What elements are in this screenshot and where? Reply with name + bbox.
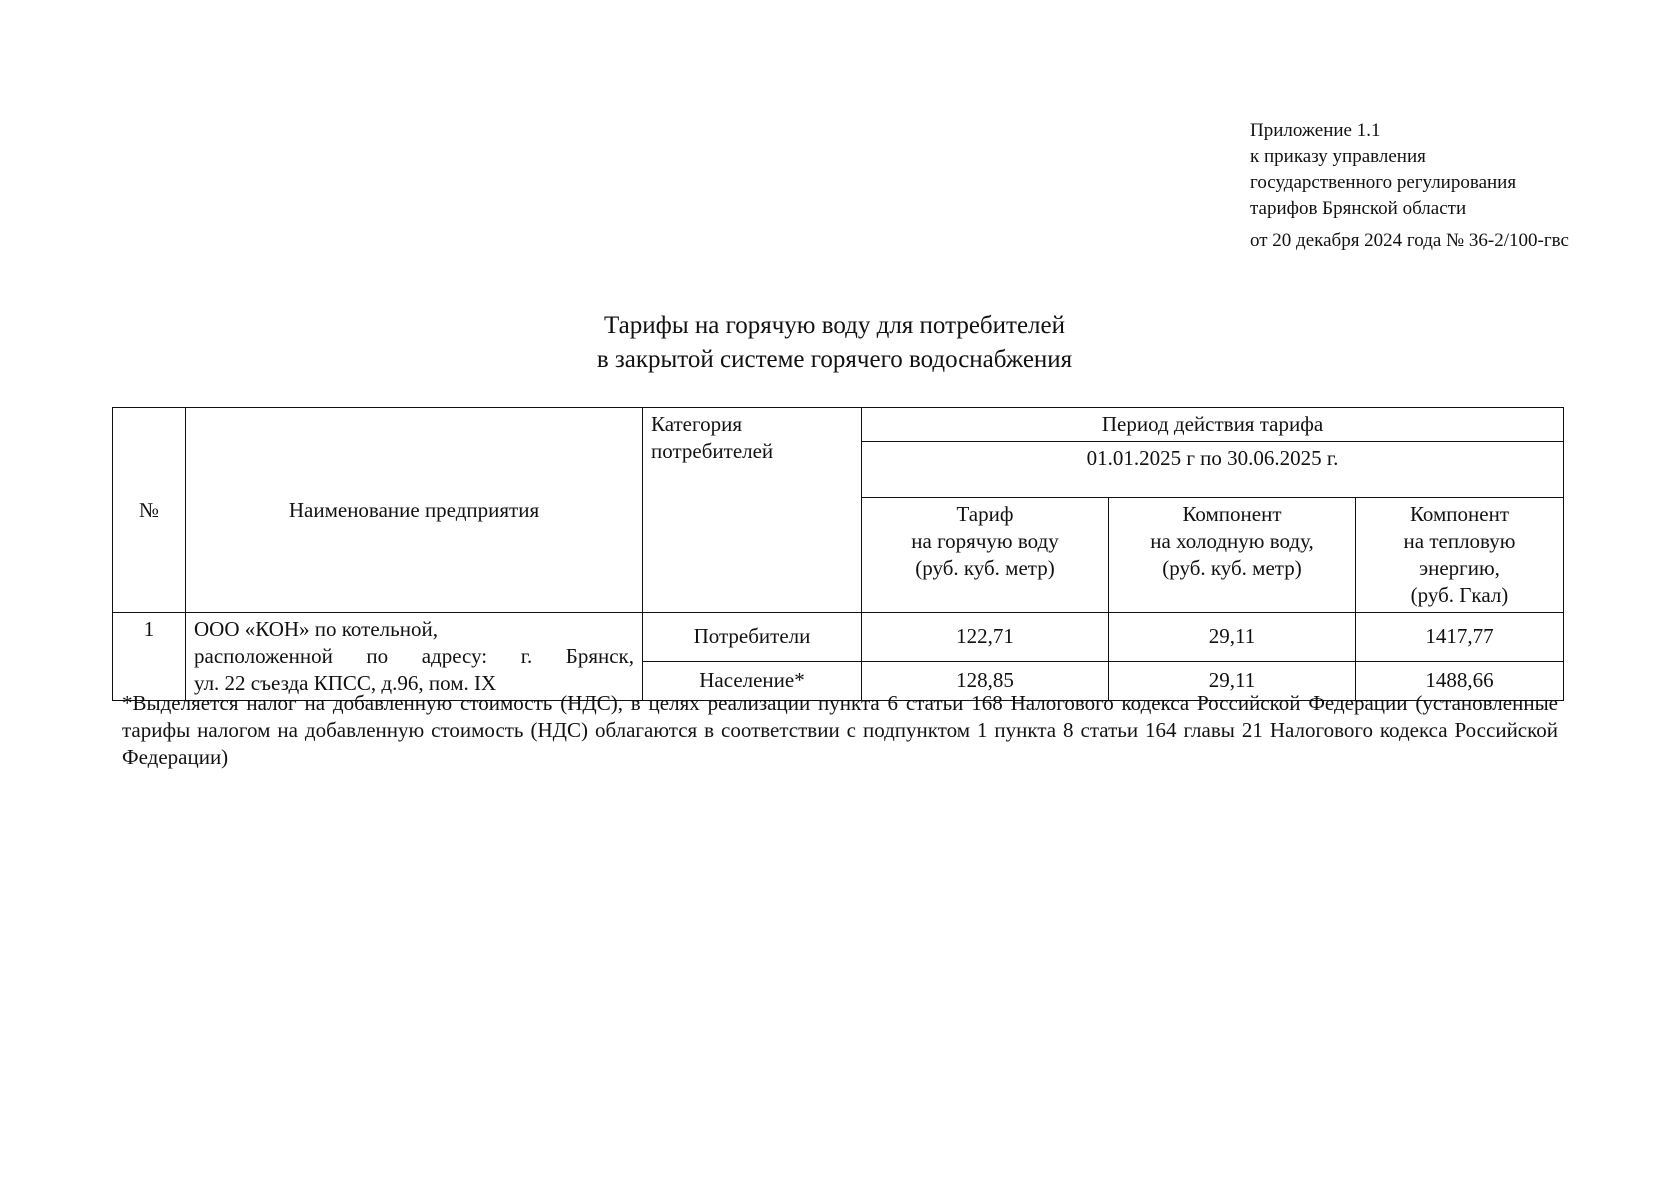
enterprise-name-line: расположенной по адресу: г. Брянск, [194,644,634,668]
enterprise-name-line: ул. 22 съезда КПСС, д.96, пом. IX [194,671,497,695]
header-tariff-period: Период действия тарифа [862,408,1564,442]
tariff-table [112,407,1564,701]
appendix-header [1250,118,1569,254]
header-text: Компонент [1409,502,1510,526]
title-line: Тарифы на горячую воду для потребителей [604,312,1065,339]
header-text: Тариф [956,502,1014,526]
consumer-category: Население* [643,661,862,701]
header-text: (руб. куб. метр) [915,556,1055,580]
document-title [0,309,1669,377]
appendix-line: тарифов Брянской области [1250,198,1467,219]
header-cold-water-component [1109,498,1356,613]
header-hot-water-tariff [862,498,1109,613]
vat-footnote: *Выделяется налог на добавленную стоимость (НДС), в целях реализации пункта 6 статьи 168 Налогового кодекса Российской Федерации (установленные тарифы налогом на добавленную стоимость (НДС) облагаются в соответствии с подпунктом 1 пункта 8 статьи 164 главы 21 Налогового кодекса Российской Федерации) [122,691,1558,769]
header-text: (руб. куб. метр) [1162,556,1302,580]
title-line: в закрытой системе горячего водоснабжения [596,346,1073,373]
hot-water-tariff-value: 122,71 [862,613,1109,662]
header-text: на тепловую [1403,529,1516,553]
header-number: № [113,408,186,613]
header-text: энергию, [1419,556,1500,580]
appendix-line: к приказу управления [1250,146,1426,167]
header-text: на горячую воду [911,529,1059,553]
row-number: 1 [113,613,186,701]
header-text: Компонент [1182,502,1282,526]
appendix-line: государственного регулирования [1250,172,1517,193]
order-reference: от 20 декабря 2024 года № 36-2/100-гвс [1250,230,1569,251]
header-text: на холодную воду, [1150,529,1314,553]
cold-water-component-value: 29,11 [1109,613,1356,662]
header-text: (руб. Гкал) [1410,583,1509,607]
enterprise-name-line: ООО «КОН» по котельной, [194,617,438,641]
cold-water-component-value: 29,11 [1109,661,1356,701]
header-consumer-category: Категория потребителей [643,408,862,613]
heat-energy-component-value: 1417,77 [1356,613,1564,662]
hot-water-tariff-value: 128,85 [862,661,1109,701]
table-row [113,613,1564,662]
enterprise-name [186,613,643,701]
header-heat-energy-component [1356,498,1564,613]
header-period-dates: 01.01.2025 г по 30.06.2025 г. [862,442,1564,498]
heat-energy-component-value: 1488,66 [1356,661,1564,701]
header-enterprise-name: Наименование предприятия [186,408,643,613]
consumer-category: Потребители [643,613,862,662]
appendix-line: Приложение 1.1 [1250,120,1381,141]
